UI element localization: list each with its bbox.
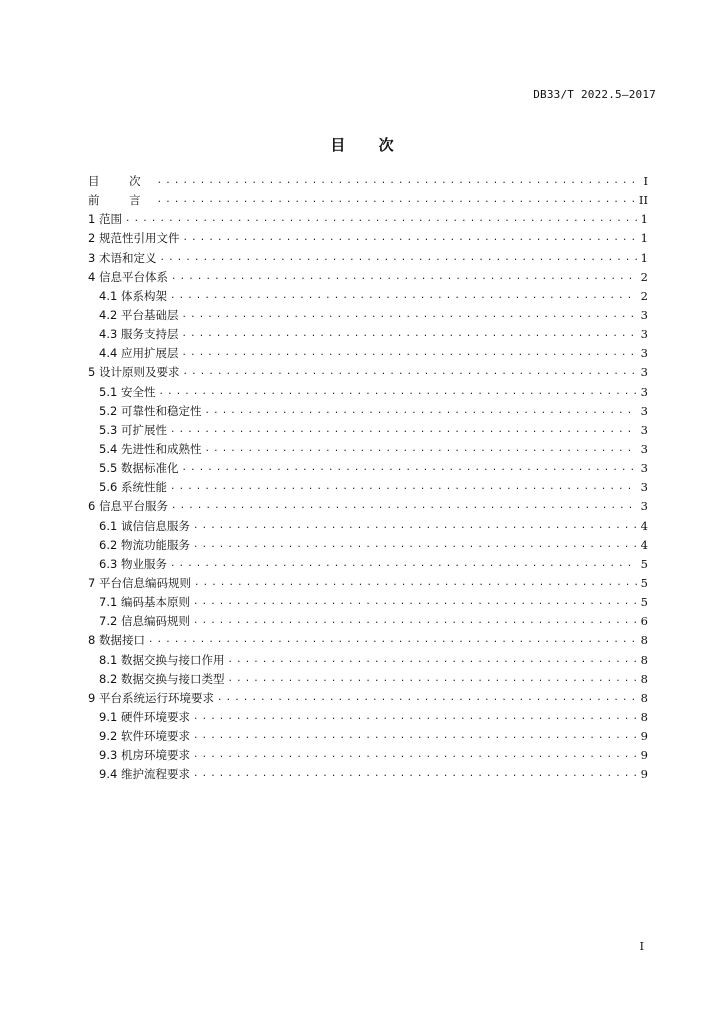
toc-entry-page: 3 xyxy=(640,346,648,361)
toc-entry-page: 4 xyxy=(640,518,648,533)
toc-leader-dots xyxy=(170,555,637,574)
toc-entry-label: 6.2 物流功能服务 xyxy=(99,537,190,552)
toc-entry-label: 5.2 可靠性和稳定性 xyxy=(99,403,202,418)
toc-entry-page: 3 xyxy=(640,461,648,476)
toc-entry-label: 2 规范性引用文件 xyxy=(88,231,180,246)
toc-entry-page: 8 xyxy=(640,690,648,705)
toc-leader-dots xyxy=(193,765,637,784)
toc-entry-page: 5 xyxy=(640,575,648,590)
toc-entry-label: 7.1 编码基本原则 xyxy=(99,595,190,610)
toc-entry-label: 4 信息平台体系 xyxy=(88,269,168,284)
toc-leader-dots xyxy=(125,210,637,229)
toc-entry[interactable] xyxy=(88,363,648,382)
toc-entry-label: 7.2 信息编码规则 xyxy=(99,614,190,629)
toc-leader-dots xyxy=(157,191,636,210)
toc-entry-label: 6.3 物业服务 xyxy=(99,556,167,571)
toc-entry-label: 5.4 先进性和成熟性 xyxy=(99,441,202,456)
toc-entry-label: 前 言 xyxy=(88,193,154,208)
toc-leader-dots xyxy=(181,459,637,478)
toc-entry-page: 9 xyxy=(640,729,648,744)
toc-entry-page: 3 xyxy=(640,365,648,380)
toc-leader-dots xyxy=(171,497,637,516)
toc-entry[interactable] xyxy=(88,727,648,746)
toc-entry-page: 3 xyxy=(640,403,648,418)
toc-entry-page: II xyxy=(638,193,648,208)
toc-entry-label: 4.1 体系构架 xyxy=(99,288,167,303)
toc-leader-dots xyxy=(193,593,637,612)
toc-entry-label: 9.3 机房环境要求 xyxy=(99,748,190,763)
toc-entry[interactable] xyxy=(88,593,648,612)
toc-leader-dots xyxy=(204,440,637,459)
toc-entry-label: 4.2 平台基础层 xyxy=(99,307,179,322)
table-of-contents xyxy=(88,172,648,785)
toc-entry-label: 6 信息平台服务 xyxy=(88,499,168,514)
toc-entry[interactable] xyxy=(88,536,648,555)
toc-entry[interactable] xyxy=(88,383,648,402)
toc-entry-label: 4.4 应用扩展层 xyxy=(99,346,179,361)
toc-entry-label: 5.5 数据标准化 xyxy=(99,461,179,476)
toc-entry-label: 1 范围 xyxy=(88,212,122,227)
toc-entry-page: 5 xyxy=(640,595,648,610)
toc-leader-dots xyxy=(193,727,637,746)
toc-entry-label: 5.1 安全性 xyxy=(99,384,156,399)
toc-leader-dots xyxy=(193,517,637,536)
toc-leader-dots xyxy=(170,421,637,440)
document-code: DB33/T 2022.5—2017 xyxy=(533,88,656,101)
toc-entry[interactable] xyxy=(88,306,648,325)
toc-entry-label: 9.2 软件环境要求 xyxy=(99,729,190,744)
toc-entry[interactable] xyxy=(88,229,648,248)
toc-entry-label: 目 次 xyxy=(88,173,154,188)
toc-entry[interactable] xyxy=(88,631,648,650)
toc-leader-dots xyxy=(182,229,637,248)
toc-entry-label: 7 平台信息编码规则 xyxy=(88,575,191,590)
toc-entry[interactable] xyxy=(88,191,648,210)
toc-entry-page: 6 xyxy=(640,614,648,629)
toc-leader-dots xyxy=(158,383,637,402)
toc-leader-dots xyxy=(159,249,637,268)
toc-leader-dots xyxy=(193,612,637,631)
toc-entry[interactable] xyxy=(88,555,648,574)
toc-leader-dots xyxy=(193,746,637,765)
toc-entry[interactable] xyxy=(88,287,648,306)
toc-entry-page: 1 xyxy=(640,212,648,227)
toc-leader-dots xyxy=(181,344,637,363)
toc-leader-dots xyxy=(170,478,637,497)
toc-leader-dots xyxy=(227,670,637,689)
toc-leader-dots xyxy=(204,402,637,421)
toc-entry-page: 9 xyxy=(640,767,648,782)
toc-entry[interactable] xyxy=(88,746,648,765)
toc-leader-dots xyxy=(217,689,637,708)
toc-entry[interactable] xyxy=(88,440,648,459)
toc-entry-label: 4.3 服务支持层 xyxy=(99,327,179,342)
toc-entry[interactable] xyxy=(88,478,648,497)
toc-entry-label: 8.1 数据交换与接口作用 xyxy=(99,652,225,667)
toc-entry-label: 3 术语和定义 xyxy=(88,250,157,265)
toc-entry-page: 3 xyxy=(640,441,648,456)
toc-entry[interactable] xyxy=(88,574,648,593)
toc-entry-label: 5.3 可扩展性 xyxy=(99,422,167,437)
toc-entry-label: 8.2 数据交换与接口类型 xyxy=(99,671,225,686)
toc-entry-label: 9.4 维护流程要求 xyxy=(99,767,190,782)
toc-entry-label: 9.1 硬件环境要求 xyxy=(99,709,190,724)
toc-entry-page: I xyxy=(643,173,648,188)
toc-leader-dots xyxy=(171,268,637,287)
toc-entry-label: 5 设计原则及要求 xyxy=(88,365,180,380)
toc-entry-label: 6.1 诚信信息服务 xyxy=(99,518,190,533)
page-number: I xyxy=(639,940,644,953)
toc-entry-page: 3 xyxy=(640,307,648,322)
toc-entry-page: 8 xyxy=(640,652,648,667)
toc-entry-page: 4 xyxy=(640,537,648,552)
toc-entry[interactable] xyxy=(88,497,648,516)
toc-entry-page: 8 xyxy=(640,671,648,686)
toc-entry[interactable] xyxy=(88,670,648,689)
toc-entry-page: 8 xyxy=(640,633,648,648)
toc-leader-dots xyxy=(157,172,637,191)
toc-entry-page: 1 xyxy=(640,231,648,246)
toc-entry-page: 5 xyxy=(640,556,648,571)
toc-entry[interactable] xyxy=(88,402,648,421)
toc-entry[interactable] xyxy=(88,172,648,191)
toc-entry-page: 3 xyxy=(640,480,648,495)
toc-leader-dots xyxy=(182,363,637,382)
toc-entry-label: 9 平台系统运行环境要求 xyxy=(88,690,214,705)
toc-entry-page: 2 xyxy=(640,269,648,284)
toc-entry[interactable] xyxy=(88,210,648,229)
toc-entry[interactable] xyxy=(88,612,648,631)
toc-entry[interactable] xyxy=(88,708,648,727)
toc-entry[interactable] xyxy=(88,459,648,478)
toc-entry-page: 3 xyxy=(640,384,648,399)
toc-entry-label: 8 数据接口 xyxy=(88,633,145,648)
toc-entry-page: 3 xyxy=(640,327,648,342)
toc-entry-page: 3 xyxy=(640,499,648,514)
toc-entry[interactable] xyxy=(88,689,648,708)
toc-entry[interactable] xyxy=(88,517,648,536)
toc-leader-dots xyxy=(193,536,637,555)
toc-entry[interactable] xyxy=(88,651,648,670)
toc-leader-dots xyxy=(227,651,637,670)
toc-leader-dots xyxy=(193,708,637,727)
toc-entry[interactable] xyxy=(88,249,648,268)
toc-leader-dots xyxy=(170,287,637,306)
toc-leader-dots xyxy=(148,631,637,650)
toc-leader-dots xyxy=(194,574,637,593)
toc-leader-dots xyxy=(181,306,637,325)
page-title: 目 次 xyxy=(330,136,408,154)
toc-entry[interactable] xyxy=(88,421,648,440)
toc-entry[interactable] xyxy=(88,344,648,363)
toc-entry-page: 8 xyxy=(640,709,648,724)
toc-leader-dots xyxy=(181,325,637,344)
toc-entry-page: 2 xyxy=(640,288,648,303)
toc-entry[interactable] xyxy=(88,325,648,344)
toc-entry-page: 9 xyxy=(640,748,648,763)
toc-entry-label: 5.6 系统性能 xyxy=(99,480,167,495)
toc-entry[interactable] xyxy=(88,765,648,784)
toc-entry[interactable] xyxy=(88,268,648,287)
toc-entry-page: 1 xyxy=(640,250,648,265)
toc-entry-page: 3 xyxy=(640,422,648,437)
